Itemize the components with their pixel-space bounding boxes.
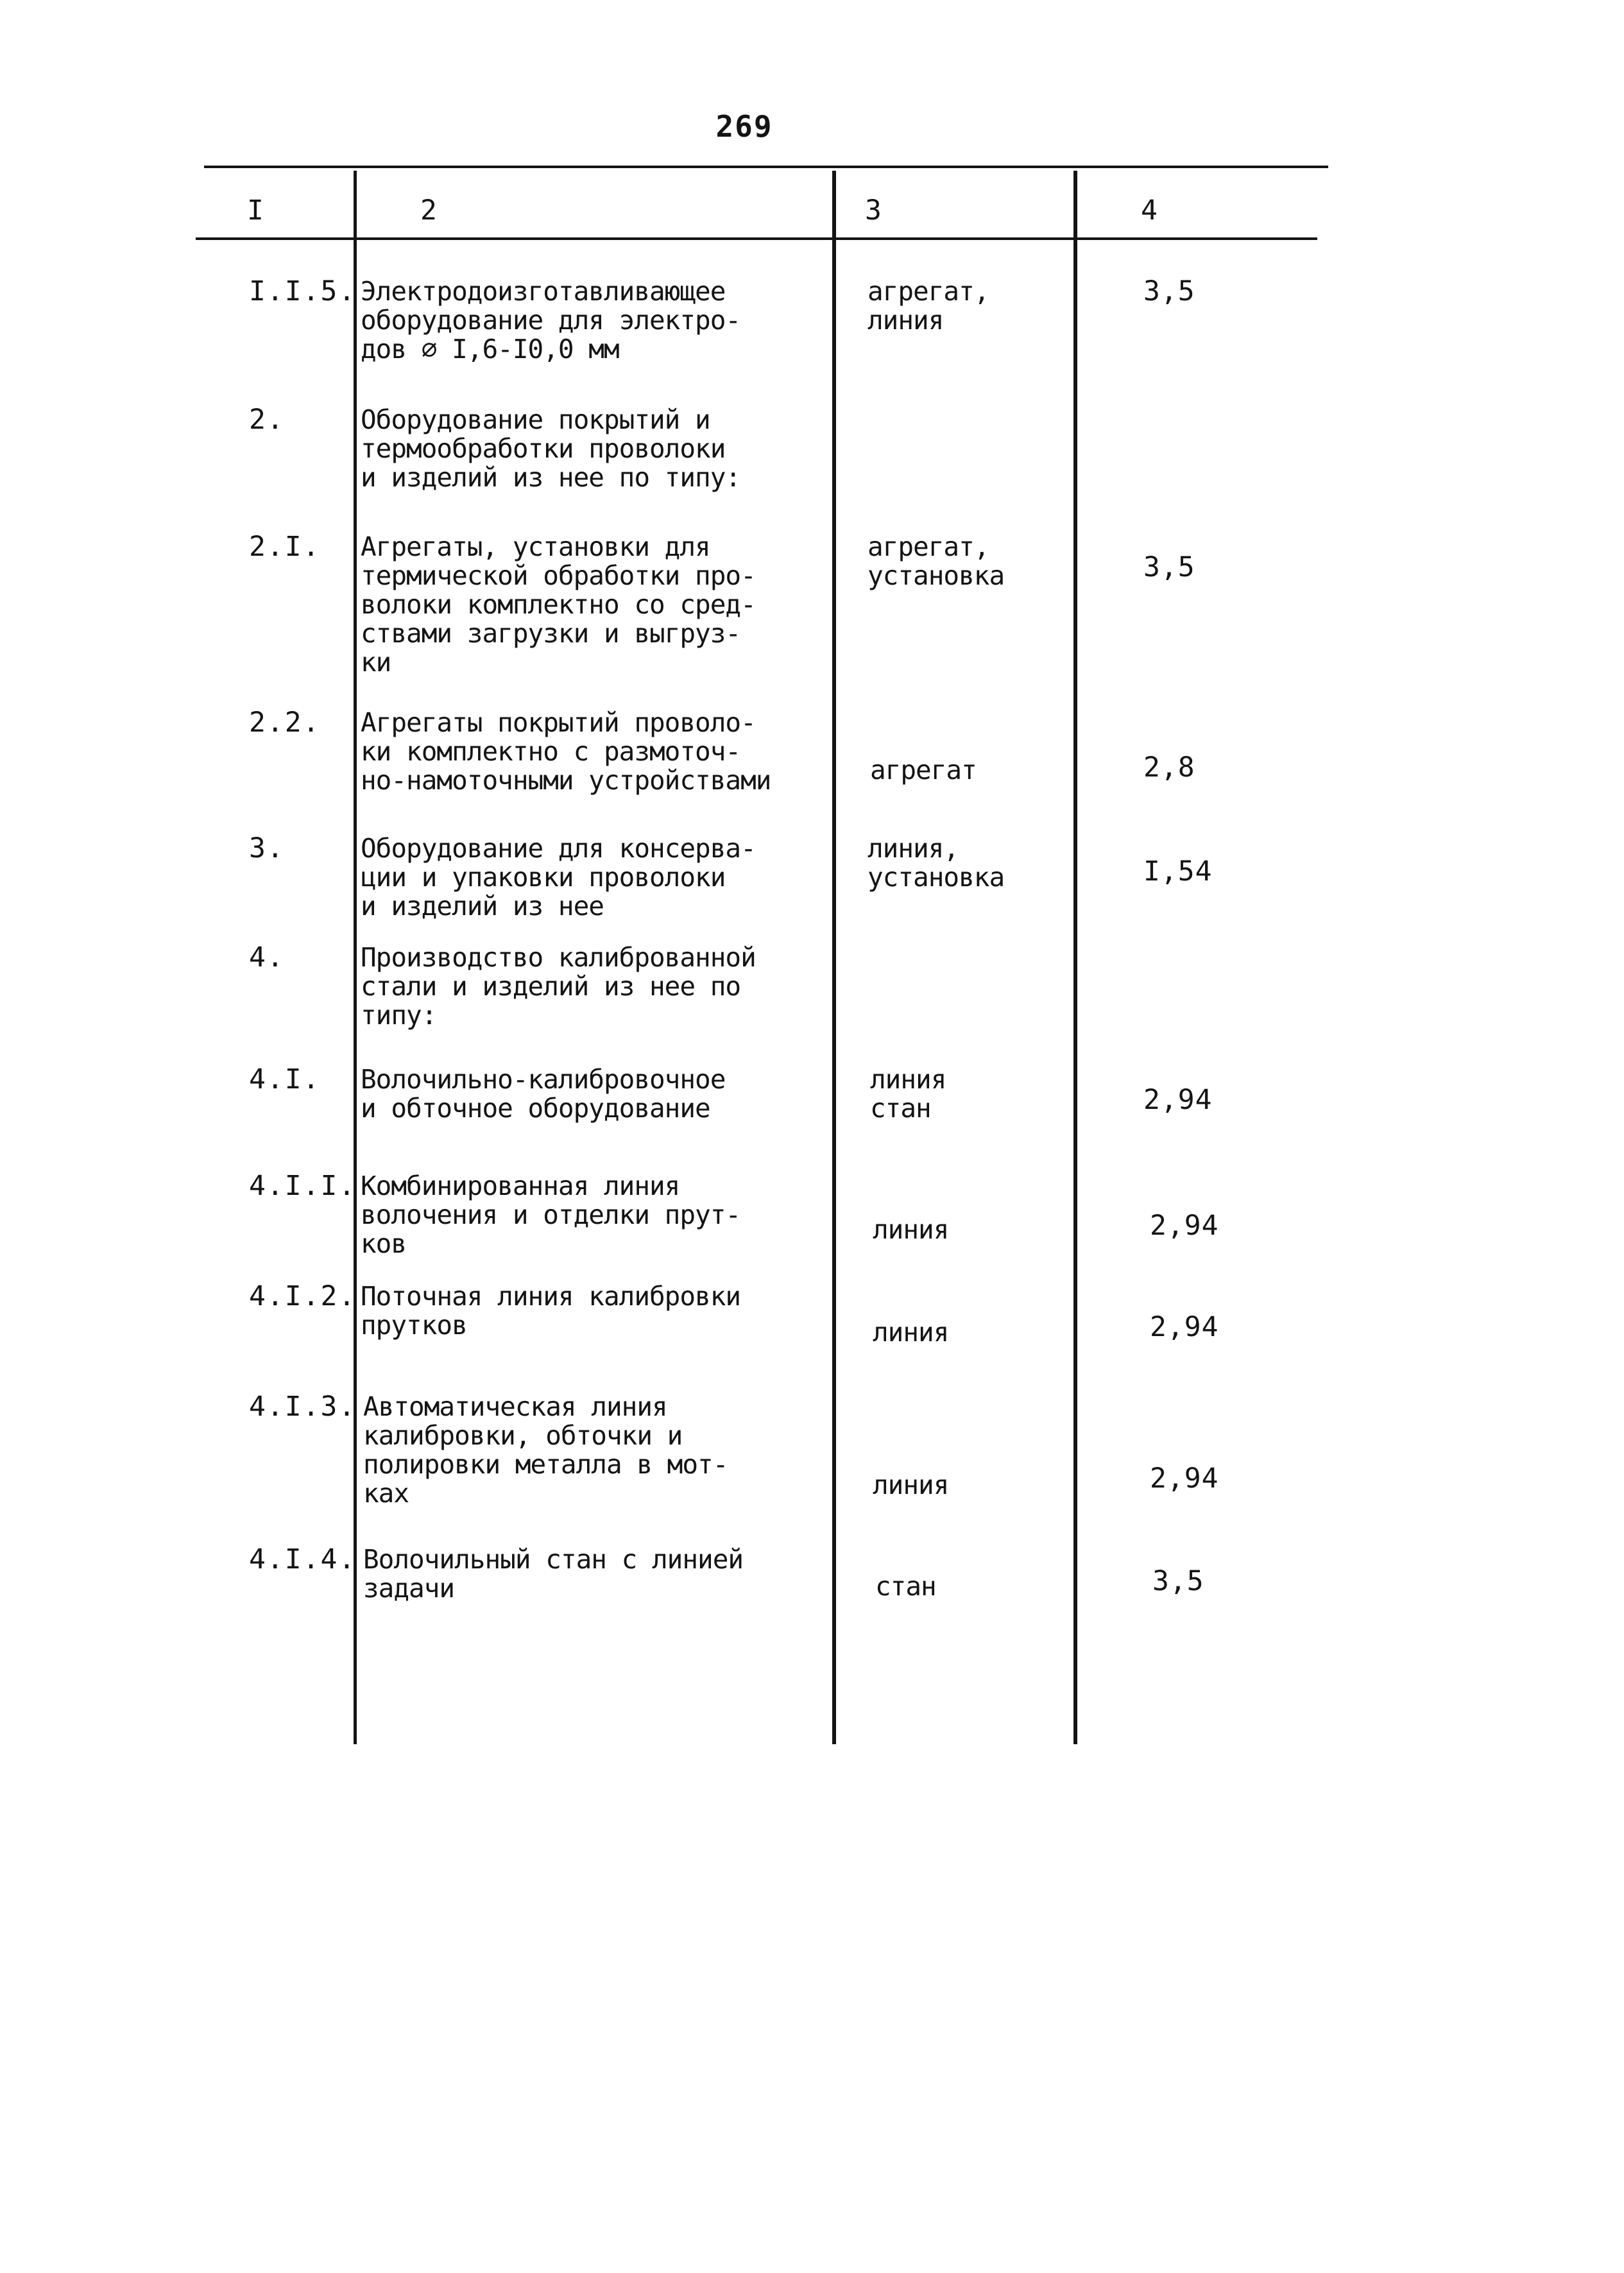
row-number: 2.2. (249, 707, 321, 739)
row-description: Волочильно-калибровочное и обточное оборудование (361, 1064, 726, 1124)
row-number: 4.I.I. (249, 1170, 357, 1202)
page-number: 269 (715, 109, 773, 144)
column-divider-2 (832, 171, 836, 1744)
row-number: 3. (249, 832, 285, 864)
row-description: Комбинированная линия волочения и отделки прут- ков (361, 1171, 741, 1259)
row-description: Электродоизготавливающее оборудование для электро- дов ∅ I,6-I0,0 мм (361, 276, 741, 365)
row-value: 3,5 (1143, 275, 1195, 307)
row-number: 2. (249, 404, 285, 436)
row-unit: стан (875, 1571, 936, 1602)
row-unit: агрегат, линия (868, 276, 989, 336)
row-description: Оборудование для консерва- ции и упаковки проволоки и изделий из нее (361, 833, 756, 922)
row-value: 2,94 (1143, 1084, 1213, 1116)
column-divider-1 (354, 171, 357, 1744)
row-number: 4.I.4. (249, 1543, 357, 1575)
row-number: I.I.5. (249, 275, 357, 307)
row-description: Агрегаты покрытий проволо- ки комплектно с размоточ- но-намоточными устройствами (361, 707, 771, 796)
row-value: I,54 (1143, 855, 1213, 888)
row-number: 4.I.2. (249, 1280, 357, 1312)
header-col-1: I (247, 194, 263, 227)
row-value: 2,94 (1150, 1210, 1219, 1242)
row-number: 4.I.3. (249, 1391, 357, 1423)
row-unit: агрегат, установка (868, 531, 1005, 591)
row-unit: линия, установка (868, 833, 1005, 893)
row-unit: линия (873, 1317, 949, 1348)
row-value: 3,5 (1152, 1565, 1204, 1597)
row-description: Волочильный стан с линией задачи (363, 1544, 744, 1604)
header-col-2: 2 (420, 194, 436, 227)
row-unit: агрегат (870, 755, 977, 785)
row-description: Автоматическая линия калибровки, обточки и полировки металла в мот- ках (363, 1391, 728, 1509)
row-number: 4.I. (249, 1063, 321, 1095)
row-description: Агрегаты, установки для термической обработки про- волоки комплектно со сред- ствами загрузки и выгруз- ки (361, 531, 756, 678)
table-header-rule (196, 237, 1317, 240)
table-top-rule (204, 166, 1328, 168)
row-unit: линия стан (870, 1064, 946, 1124)
row-description: Производство калиброванной стали и изделий из нее по типу: (361, 942, 756, 1031)
row-number: 2.I. (249, 531, 321, 563)
column-divider-3 (1073, 171, 1077, 1744)
header-col-4: 4 (1141, 194, 1157, 227)
row-value: 2,94 (1150, 1311, 1219, 1343)
header-col-3: 3 (865, 194, 881, 227)
row-value: 2,8 (1143, 751, 1195, 784)
row-description: Оборудование покрытий и термообработки проволоки и изделий из нее по типу: (361, 404, 741, 493)
row-number: 4. (249, 941, 285, 974)
row-description: Поточная линия калибровки прутков (361, 1281, 741, 1341)
row-value: 2,94 (1150, 1462, 1219, 1495)
row-unit: линия (873, 1214, 949, 1245)
row-value: 3,5 (1143, 551, 1195, 583)
row-unit: линия (873, 1470, 949, 1500)
